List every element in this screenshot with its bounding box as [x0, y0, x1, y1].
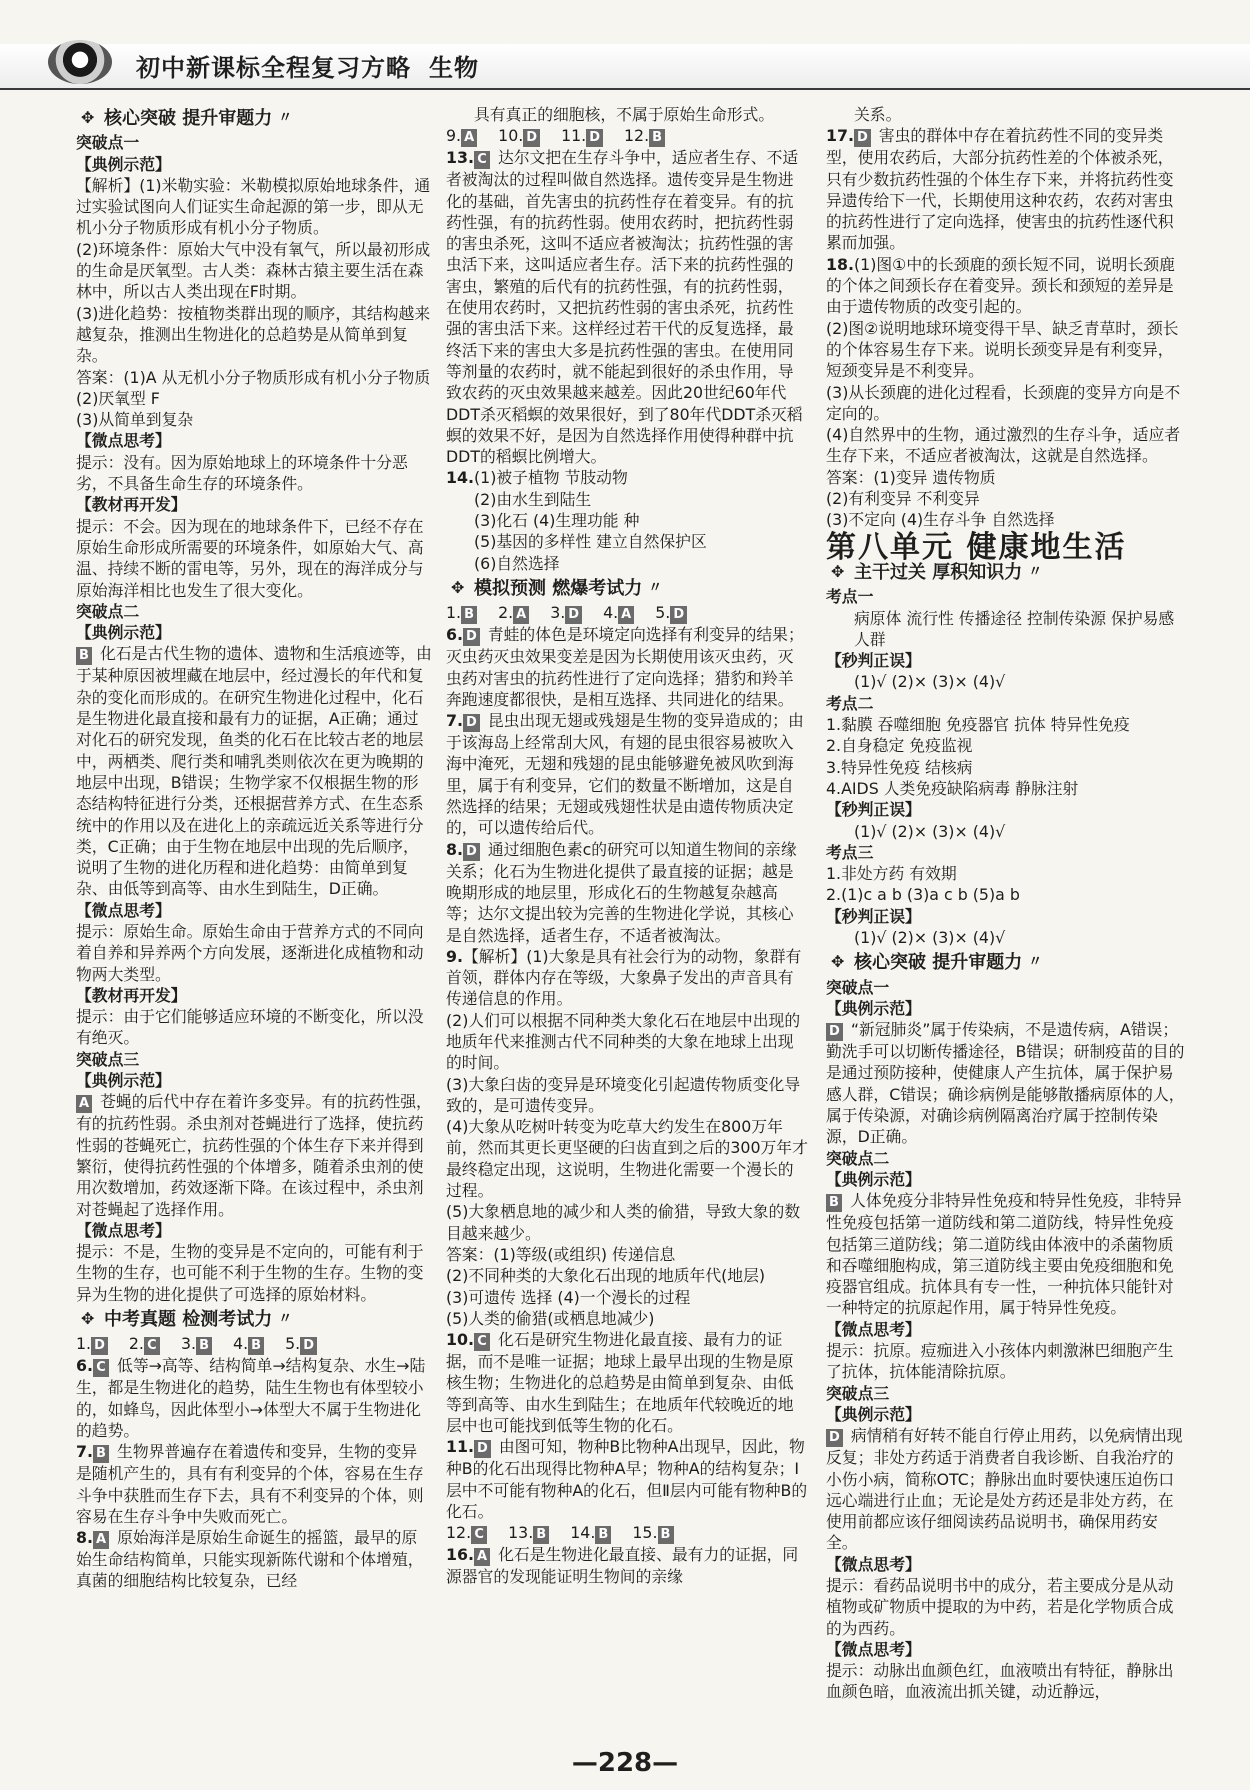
- question-number: 1.: [76, 1334, 92, 1354]
- answer-line: (3)从简单到复杂: [76, 410, 194, 430]
- answer-item: [285, 1333, 320, 1355]
- paragraph: 提示：不会。因为现在的地球条件下，已经不存在原始生命形成所需要的环境条件，如原始大气、高温、持续不断的雷电等，另外，现在的海洋成分与原始海洋相比也发生了很大变化。: [76, 516, 424, 600]
- answer-line: 答案：(1)变异 遗传物质: [826, 467, 996, 487]
- answer-line: (6)自然选择: [474, 553, 560, 573]
- answer-badge: D: [854, 129, 871, 147]
- section-heading: [76, 108, 432, 129]
- question-answer: [446, 147, 808, 467]
- question-number: 1.: [446, 603, 462, 623]
- paragraph: (3)进化趋势：按植物类群出现的顺序，其结构越来越复杂，推测出生物进化的总趋势是从简单到复杂。: [76, 303, 431, 366]
- question-number: 6.: [76, 1356, 93, 1376]
- paragraph-text: 病情稍有好转不能自行停止用药，以免病情出现反复；非处方药适于消费者自我诊断、自我治疗的小伤小病，简称OTC；静脉出血时要快速压迫伤口远心端进行止血；无论是处方药还是非处方药，在使用前都应该仔细阅读药品说明书，确保用药安全。: [826, 1426, 1183, 1553]
- label: 【微点思考】: [76, 900, 171, 920]
- paragraph: 具有真正的细胞核，不属于原始生命形式。: [474, 105, 775, 124]
- question-number: 9.: [446, 126, 462, 146]
- answer-item: [550, 602, 585, 624]
- label: 【典例示范】: [826, 998, 921, 1018]
- answer-badge: A: [513, 606, 529, 624]
- answer-item: [446, 602, 480, 624]
- question-number: 11.: [561, 126, 587, 146]
- question-number: 14.: [446, 468, 474, 488]
- paragraph-text: 昆虫出现无翅或残翅是生物的变异造成的；由于该海岛上经常刮大风，有翅的昆虫很容易被吹入海中淹死，无翅和残翅的昆虫能够避免被风吹到海里，属于有利变异，它们的数量不断增加，这是自然选择的结果；无翅或残翅性状是由遗传物质决定的，可以遗传给后代。: [446, 711, 804, 838]
- answer-badge: D: [474, 1440, 491, 1458]
- label: 【秒判正误】: [826, 800, 921, 820]
- question-number: 5.: [655, 603, 671, 623]
- answer-line: 2.(1)c a b (3)a c b (5)a b: [826, 885, 1020, 905]
- answer-line: (1)√ (2)× (3)× (4)√: [854, 821, 1006, 841]
- header-title: [136, 48, 479, 83]
- answer-badge: A: [618, 606, 634, 624]
- answer-badge: D: [565, 606, 582, 624]
- answer-badge: C: [93, 1359, 109, 1377]
- paragraph-text: 通过细胞色素c的研究可以知道生物间的亲缘关系；化石为生物进化提供了最直接的证据；越是晚期形成的地层里，形成化石的生物越复杂越高等；达尔文提出较为完善的生物进化学说，其核心是自然选择，适者生存，不适者被淘汰。: [446, 839, 797, 945]
- section-heading: [826, 952, 1186, 973]
- flower-icon: [832, 566, 846, 580]
- section-title: 主干过关 厚积知识力: [854, 561, 1023, 583]
- paragraph: (4)大象从吃树叶转变为吃草大约发生在800万年前，然而其更长更坚硬的臼齿直到之后的300万年才最终稳定出现，这说明，生物进化需要一个漫长的过程。: [446, 1117, 808, 1201]
- answer-item: [498, 125, 543, 147]
- paragraph-text: 化石是生物进化最直接、最有力的证据，同源器官的发现能证明生物间的亲缘: [446, 1545, 799, 1587]
- answer-line: (5)基因的多样性 建立自然保护区: [474, 532, 707, 552]
- question-number: 6.: [446, 625, 463, 645]
- question-number: 17.: [826, 126, 854, 146]
- answer-badge: D: [826, 1429, 843, 1447]
- section-heading: [446, 578, 808, 599]
- question-number: 2.: [128, 1334, 144, 1354]
- question-answer: [446, 1544, 808, 1587]
- question-number: 9.: [446, 946, 463, 966]
- subheading: 考点二: [826, 693, 874, 713]
- answer-line: (1)√ (2)× (3)× (4)√: [854, 927, 1006, 947]
- paragraph: [76, 643, 432, 899]
- paragraph: 提示：动脉出血颜色红，血液喷出有特征，静脉出血颜色暗，血液流出抓关键，动近静远，: [826, 1661, 1174, 1702]
- question-number: 12.: [446, 1523, 472, 1543]
- answer-line: (2)由水生到陆生: [474, 489, 592, 509]
- answer-item: [129, 1333, 163, 1355]
- answer-item: [446, 125, 480, 147]
- paragraph-text: “新冠肺炎”属于传染病，不是遗传病，A错误；勤洗手可以切断传播途径，B错误；研制疫苗的目的是通过预防接种，使健康人产生抗体，属于保护易感人群，C错误；确诊病例是能够散播病原体的人，属于传染源，对确诊病例隔离治疗属于控制传染源，D正确。: [826, 1020, 1185, 1147]
- answer-badge: B: [196, 1337, 212, 1355]
- answer-line: (2)不同种类的大象化石出现的地质年代(地层): [446, 1266, 766, 1286]
- paragraph: 提示：原始生命。原始生命由于营养方式的不同向着自养和异养两个方向发展，逐渐进化成植物和动物两大类型。: [76, 921, 424, 984]
- column-1: [76, 104, 432, 1592]
- answer-badge: C: [474, 1333, 490, 1351]
- paragraph-text: 低等→高等、结构简单→结构复杂、水生→陆生，都是生物进化的趋势，陆生生物也有体型较小的，如蜂鸟，因此体型小→体型大不属于生物进化的趋势。: [76, 1356, 426, 1440]
- answer-row: [76, 1333, 432, 1355]
- label: 【典例示范】: [826, 1404, 921, 1424]
- subheading: 考点一: [826, 587, 874, 607]
- answer-badge: D: [826, 1023, 843, 1041]
- paragraph: (5)大象栖息地的减少和人类的偷猎，导致大象的数目越来越少。: [446, 1202, 801, 1243]
- answer-item: [570, 1522, 614, 1544]
- answer-line: (3)可遗传 选择 (4)一个漫长的过程: [446, 1287, 691, 1307]
- answer-line: (3)不定向 (4)生存斗争 自然选择: [826, 510, 1055, 530]
- answer-badge: B: [826, 1194, 842, 1212]
- answer-badge: B: [76, 647, 92, 665]
- section-heading: [826, 562, 1186, 583]
- section-title: 核心突破 提升审题力: [854, 952, 1023, 974]
- answer-item: [603, 602, 637, 624]
- section-title: 核心突破 提升审题力: [104, 108, 273, 129]
- answer-item: [233, 1333, 267, 1355]
- question-number: 13.: [446, 148, 474, 168]
- answer-badge: D: [586, 129, 603, 147]
- subheading: 突破点三: [826, 1383, 890, 1403]
- paragraph-text: 害虫的群体中存在着抗药性不同的变异类型，使用农药后，大部分抗药性差的个体被杀死，只有少数抗药性强的个体生存下来，并将抗药性变异遗传给下一代，长期使用这种农药，农药对害虫的抗药性进行了定向选择，使害虫的抗药性逐代积累而加强。: [826, 126, 1174, 253]
- answer-line: (3)化石 (4)生理功能 种: [474, 511, 640, 531]
- question-answer: [826, 125, 1186, 253]
- paragraph: 关系。: [854, 105, 902, 124]
- question-number: 10.: [446, 1330, 474, 1350]
- paragraph-text: 人体免疫分非特异性免疫和特异性免疫，非特异性免疫包括第一道防线和第二道防线，特异性免疫包括第三道防线；第二道防线由体液中的杀菌物质和吞噬细胞构成，第三道防线主要由免疫细胞和免疫器官组成。抗体具有专一性，一种抗体只能针对一种特定的抗原起作用，属于特异性免疫。: [826, 1191, 1182, 1318]
- question-answer: [446, 839, 808, 946]
- question-number: 11.: [446, 1437, 474, 1457]
- label: 【微点思考】: [76, 431, 171, 451]
- paragraph-text: 青蛙的体色是环境定向选择有利变异的结果；灭虫药灭虫效果变差是因为长期使用该灭虫药，灭虫药对害虫的抗药性进行了定向选择；猎豹和羚羊奔跑速度都很快，是相互选择、共同进化的结果。: [446, 625, 804, 709]
- question-answer: [446, 710, 808, 838]
- answer-badge: B: [461, 606, 477, 624]
- question-number: 14.: [570, 1523, 596, 1543]
- question-number: 13.: [508, 1523, 534, 1543]
- answer-item: [181, 1333, 215, 1355]
- subheading: 突破点二: [76, 601, 140, 621]
- paragraph-text: 原始海洋是原始生命诞生的摇篮，最早的原始生命结构简单，只能实现新陈代谢和个体增殖，真菌的细胞结构比较复杂，已经: [76, 1528, 424, 1591]
- paragraph: 提示：由于它们能够适应环境的不断变化，所以没有绝灭。: [76, 1007, 424, 1048]
- answer-badge: B: [658, 1526, 674, 1544]
- question-number: 15.: [632, 1523, 658, 1543]
- question-answer: [76, 1527, 432, 1592]
- paragraph: (2)图②说明地球环境变得干旱、缺乏青草时，颈长的个体容易生存下来。说明长颈变异是有利变异，短颈变异是不利变异。: [826, 318, 1179, 381]
- subheading: 突破点三: [76, 1049, 140, 1069]
- question-number: 3.: [180, 1334, 197, 1354]
- label: 【微点思考】: [826, 1639, 921, 1659]
- answer-badge: B: [533, 1526, 549, 1544]
- unit-title: 第八单元 健康地生活: [826, 529, 1127, 565]
- paragraph-text: 苍蝇的后代中存在着许多变异。有的抗药性强，有的抗药性弱。杀虫剂对苍蝇进行了选择，使抗药性弱的苍蝇死亡，抗药性强的个体生存下来并得到繁衍，使得抗药性强的个体增多，随着杀虫剂的使用次数增加，药效逐渐下降。在该过程中，杀虫剂对苍蝇起了选择作用。: [76, 1092, 432, 1219]
- page-header: [0, 0, 1250, 100]
- answer-badge: D: [463, 843, 480, 861]
- label: 【微点思考】: [76, 1220, 171, 1240]
- swirl-icon: 〃: [278, 110, 293, 126]
- flower-icon: [452, 582, 466, 596]
- paragraph: [826, 1425, 1186, 1553]
- section-heading: [76, 1309, 432, 1330]
- question-answer: [76, 1355, 432, 1441]
- label: 【典例示范】: [76, 1071, 171, 1091]
- answer-badge: B: [248, 1337, 264, 1355]
- label: 【典例示范】: [76, 154, 171, 174]
- answer-badge: B: [649, 129, 665, 147]
- paragraph: 提示：抗原。痘痂进入小孩体内刺激淋巴细胞产生了抗体，抗体能清除抗原。: [826, 1341, 1174, 1382]
- paragraph: 【解析】(1)米勒实验：米勒模拟原始地球条件，通过实验试图向人们证实生命起源的第一步，即从无机小分子物质形成有机小分子物质。: [76, 175, 431, 238]
- label: 【教材再开发】: [76, 985, 187, 1005]
- paragraph: 提示：看药品说明书中的成分，若主要成分是从动植物或矿物质中提取的为中药，若是化学物质合成的为西药。: [826, 1576, 1174, 1638]
- answer-badge: D: [670, 606, 687, 624]
- question-answer: [446, 1329, 808, 1436]
- answer-item: [446, 1522, 490, 1544]
- question-number: 8.: [446, 839, 463, 859]
- question-answer: [446, 1436, 808, 1522]
- paragraph: (3)从长颈鹿的进化过程看，长颈鹿的变异方向是不定向的。: [826, 382, 1181, 423]
- section-title: 中考真题 检测考试力: [104, 1309, 273, 1331]
- question-number: 8.: [76, 1528, 93, 1548]
- column-3: [826, 104, 1186, 1703]
- answer-badge: C: [471, 1526, 487, 1544]
- answer-line: (1)√ (2)× (3)× (4)√: [854, 672, 1006, 692]
- answer-badge: D: [463, 714, 480, 732]
- answer-row: [446, 1522, 808, 1544]
- answer-badge: C: [474, 151, 490, 169]
- answer-item: [655, 602, 690, 624]
- question-number: 4.: [233, 1334, 249, 1354]
- paragraph: (2)人们可以根据不同种类大象化石在地层中出现的地质年代来推测古代不同种类的大象在地球上出现的时间。: [446, 1010, 801, 1073]
- paragraph-text: (1)图①中的长颈鹿的颈长短不同，说明长颈鹿的个体之间颈长存在着变异。颈长和颈短的差异是由于遗传物质的改变引起的。: [826, 254, 1175, 317]
- swirl-icon: 〃: [1028, 954, 1043, 971]
- label: 【微点思考】: [826, 1554, 921, 1574]
- answer-item: [76, 1333, 111, 1355]
- paragraph-text: 化石是古代生物的遗体、遗物和生活痕迹等，由于某种原因被埋藏在地层中，经过漫长的年代和复杂的变化而形成的。在研究生物进化过程中，化石是生物进化最直接和最有力的证据，A正确；通过对化石的研究发现，鱼类的化石在比较古老的地层中，两栖类、爬行类和哺乳类则依次在更为晚期的地层中出现，B错误；生物学家不仅根据生物的形态结构特征进行分类，还根据营养方式、在生态系统中的作用以及在进化上的亲疏远近关系等进行分类，C正确；由于生物在地层中出现的先后顺序，说明了生物的进化历程和进化趋势：由简单到复杂、由低等到高等、由水生到陆生，D正确。: [76, 644, 432, 899]
- answer-item: [632, 1522, 676, 1544]
- swirl-icon: 〃: [648, 579, 663, 596]
- answer-line: 答案：(1)A 从无机小分子物质形成有机小分子物质: [76, 367, 431, 387]
- answer-item: [498, 602, 532, 624]
- question-answer: [76, 1441, 432, 1527]
- answer-line: (5)人类的偷猎(或栖息地减少): [446, 1308, 655, 1328]
- paragraph-text: 【解析】(1)大象是具有社会行为的动物，象群有首领，群体内存在等级，大象鼻子发出的声音具有传递信息的作用。: [446, 946, 802, 1009]
- question-number: 2.: [498, 603, 514, 623]
- question-number: 5.: [285, 1334, 301, 1354]
- paragraph: [76, 1091, 432, 1219]
- answer-row: [446, 602, 808, 624]
- question-answer: [826, 254, 1186, 318]
- subheading: 突破点一: [826, 977, 890, 997]
- paragraph: [826, 1190, 1186, 1318]
- label: 【秒判正误】: [826, 906, 921, 926]
- swirl-icon: 〃: [1028, 563, 1043, 580]
- answer-row: [446, 125, 808, 147]
- question-number: 10.: [498, 126, 524, 146]
- paragraph: [826, 1019, 1186, 1147]
- paragraph-text: 达尔文把在生存斗争中，适应者生存、不适者被淘汰的过程叫做自然选择。遗传变异是生物进化的基础，首先害虫的抗药性存在着变异。有的抗药性强，有的抗药性弱。使用农药时，把抗药性弱的害虫杀死，这叫不适应者被淘汰；抗药性强的害虫活下来，这叫适应者生存。活下来的抗药性强的害虫，繁殖的后代有的抗药性强，有的抗药性弱，在使用农药时，又把抗药性弱的害虫杀死，抗药性强的害虫活下来。这样经过若干代的反复选择，最终活下来的害虫大多是抗药性强的害虫。在使用同等剂量的农药时，就不能起到很好的杀虫作用，导致农药的灭虫效果越来越差。因此20世纪60年代DDT杀灭稻螟的效果很好，到了80年代DDT杀灭稻螟的效果不好，是因为自然选择作用使得种群中抗DDT的稻螟比例增大。: [446, 148, 803, 467]
- eye-logo-icon: [48, 40, 112, 84]
- subheading: 突破点一: [76, 133, 140, 153]
- question-number: 7.: [446, 711, 463, 731]
- answer-line: 2.自身稳定 免疫监视: [826, 736, 973, 756]
- paragraph-text: 化石是研究生物进化最直接、最有力的证据，而不是唯一证据；地球上最早出现的生物是原核生物；生物进化的总趋势是由简单到复杂、由低等到高等、由水生到陆生；在地质年代较晚近的地层中也可能找到低等生物的化石。: [446, 1330, 794, 1436]
- paragraph: (3)大象臼齿的变异是环境变化引起遗传物质变化导致的，是可遗传变异。: [446, 1074, 801, 1115]
- answer-line: (2)有利变异 不利变异: [826, 489, 980, 509]
- paragraph: 提示：不是，生物的变异是不定向的，可能有利于生物的生存，也可能不利于生物的生存。生物的变异为生物的进化提供了可选择的原始材料。: [76, 1242, 424, 1304]
- paragraph: (2)环境条件：原始大气中没有氧气，所以最初形成的生命是厌氧型。古人类：森林古猿主要生活在森林中，所以古人类出现在F时期。: [76, 239, 431, 302]
- label: 【教材再开发】: [76, 495, 187, 515]
- answer-line: (2)厌氧型 F: [76, 388, 160, 408]
- paragraph-text: 生物界普遍存在着遗传和变异，生物的变异是随机产生的，具有有利变异的个体，容易在生存斗争中获胜而生存下去，具有不利变异的个体，则容易在生存斗争中失败而死亡。: [76, 1442, 424, 1526]
- question-answer: [446, 467, 808, 488]
- question-number: 16.: [446, 1545, 474, 1565]
- answer-badge: D: [91, 1337, 108, 1355]
- answer-item: [624, 125, 668, 147]
- answer-line: 1.非处方药 有效期: [826, 864, 957, 884]
- subheading: 突破点二: [826, 1148, 890, 1168]
- answer-badge: B: [93, 1445, 109, 1463]
- question-answer: [446, 946, 808, 1010]
- column-2: [446, 104, 808, 1588]
- answer-item: [508, 1522, 552, 1544]
- answer-badge: C: [144, 1337, 160, 1355]
- label: 【秒判正误】: [826, 651, 921, 671]
- answer-badge: A: [76, 1095, 92, 1113]
- answer-line: 答案：(1)等级(或组织) 传递信息: [446, 1244, 676, 1264]
- answer-badge: D: [463, 628, 480, 646]
- question-number: 7.: [76, 1442, 93, 1462]
- label: 【典例示范】: [76, 623, 171, 643]
- question-number: 4.: [603, 603, 619, 623]
- answer-badge: A: [474, 1548, 490, 1566]
- answer-line: 4.AIDS 人类免疫缺陷病毒 静脉注射: [826, 778, 1079, 798]
- answer-badge: A: [93, 1531, 109, 1549]
- swirl-icon: 〃: [278, 1311, 293, 1328]
- page-number: —228—: [571, 1748, 679, 1778]
- paragraph-text: 由图可知，物种B比物种A出现早，因此，物种B的化石出现得比物种A早；物种A的结构复杂；Ⅰ层中不可能有物种A的化石，但Ⅱ层内可能有物种B的化石。: [446, 1437, 808, 1521]
- label: 【典例示范】: [826, 1169, 921, 1189]
- answer-line: (1)被子植物 节肢动物: [473, 468, 628, 488]
- label: 【微点思考】: [826, 1319, 921, 1339]
- answer-line: 3.特异性免疫 结核病: [826, 757, 973, 777]
- header-rule: [0, 88, 1250, 90]
- book-title: 初中新课标全程复习方略: [136, 54, 411, 82]
- question-number: 3.: [550, 603, 566, 623]
- flower-icon: [832, 956, 846, 970]
- paragraph: (4)自然界中的生物，通过激烈的生存斗争，适应者生存下来，不适应者被淘汰，这就是自然选择。: [826, 425, 1181, 466]
- flower-icon: [82, 1313, 96, 1327]
- flower-icon: [82, 112, 96, 126]
- answer-line: 1.黏膜 吞噬细胞 免疫器官 抗体 特异性免疫: [826, 715, 1130, 735]
- subject-title: 生物: [429, 54, 479, 82]
- question-number: 12.: [623, 126, 650, 146]
- answer-badge: D: [523, 129, 540, 147]
- subheading: 考点三: [826, 842, 874, 862]
- question-number: 18.: [826, 254, 854, 274]
- section-title: 模拟预测 燃爆考试力: [474, 577, 643, 599]
- answer-item: [561, 125, 606, 147]
- question-answer: [446, 624, 808, 710]
- paragraph: 病原体 流行性 传播途径 控制传染源 保护易感人群: [854, 608, 1175, 649]
- answer-badge: D: [300, 1337, 317, 1355]
- answer-badge: A: [461, 129, 477, 147]
- answer-badge: B: [595, 1526, 611, 1544]
- paragraph: 提示：没有。因为原始地球上的环境条件十分恶劣，不具备生命生存的环境条件。: [76, 452, 408, 494]
